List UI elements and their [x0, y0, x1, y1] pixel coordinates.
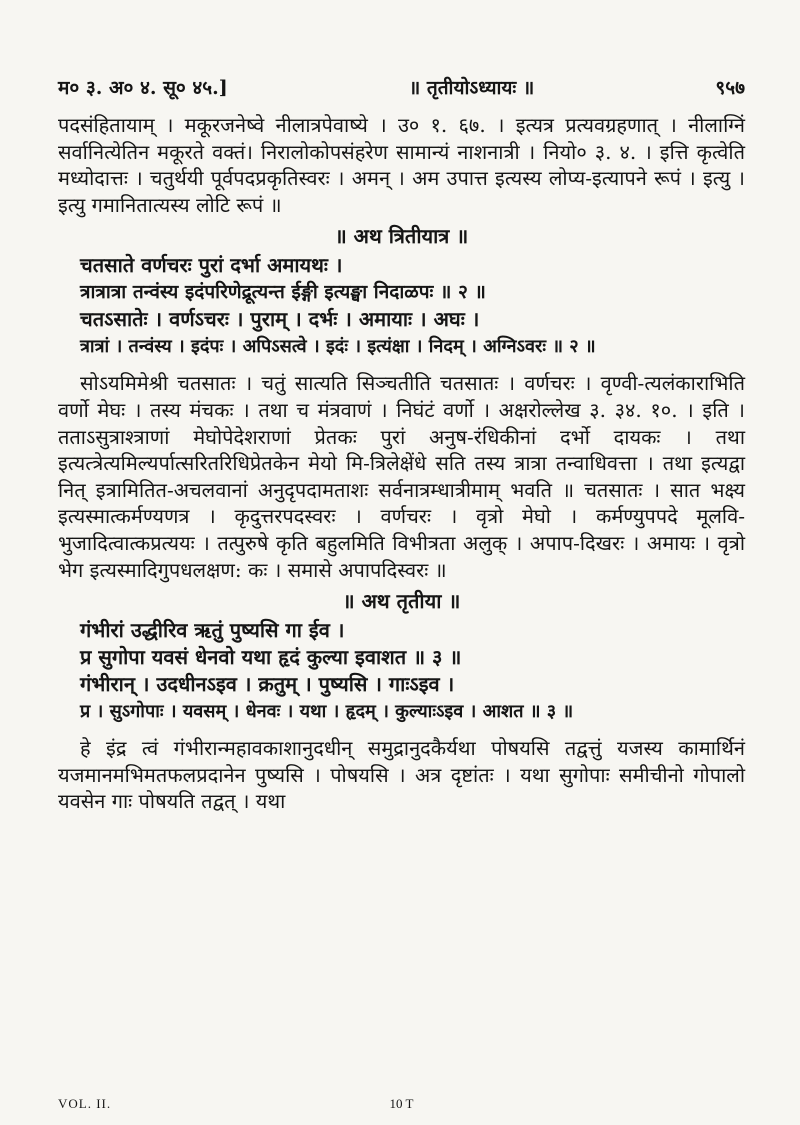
pada-line: प्र । सुऽगोपाः । यवसम् । धेनवः । यथा । हृदम् । कुल्याःऽइव । आशत ॥ ३ ॥	[80, 701, 574, 723]
verse-block-3	[58, 617, 745, 725]
pada-line: गंभीरान् । उदधीनऽइव । क्रतुम् । पुष्यसि । गाःऽइव ।	[80, 672, 455, 697]
signature-mark: 10 T	[389, 1096, 414, 1111]
header-reference: म० ३. अ० ४. सू० ४५.]	[58, 77, 228, 99]
verse-block-2	[58, 252, 745, 360]
pada-line: चतऽसातेः । वर्णऽचरः । पुराम् । दर्भः । अमायाः । अघः ।	[80, 307, 480, 332]
page-number: ९५७	[715, 77, 745, 99]
pada-line: त्रात्रां । तन्वंस्य । इदंपः । अपिऽसत्वे । इदंः । इत्यंक्षा । निदम् । अग्निऽवरः ॥ २ ॥	[80, 336, 596, 358]
spacer	[58, 725, 745, 735]
spacer	[58, 360, 745, 370]
verse-line: गंभीरां उद्धीरिव ऋतुं पुष्यसि गा ईव ।	[80, 618, 345, 643]
volume-label: VOL. II.	[58, 1096, 112, 1111]
verse-line: त्रात्रात्रा तन्वंस्य इदंपरिणेद्रूत्यन्त ईङ्गी इत्यङ्घा निदाळपः ॥ २ ॥	[80, 281, 486, 304]
section-heading-third: ॥ अथ तृतीया ॥	[342, 589, 461, 614]
verse-line: प्र सुगोपा यवसं धेनवो यथा हृदं कुल्या इवाशत ॥ ३ ॥	[80, 645, 462, 670]
running-header	[58, 74, 745, 100]
commentary-paragraph-1: पदसंहितायाम् । मकूरजनेष्वे नीलात्रपेवाष्ये । उ० १. ६७. । इत्यत्र प्रत्यवग्रहणात् । नीलाग्निं सर्वानित्येतिन मकूरते वक्तं। निरालोकोपसंहरेण सामान्यं नाशनात्री । नियो० ३. ४. । इत्ति कृत्वेति मध्योदात्तः । चतुर्थयी पूर्वपदप्रकृतिस्वरः । अमन् । अम उपात्त इत्यस्य लोप्य-इत्यापने रूपं । इत्यु । इत्यु गमानितात्यस्य लोटि रूपं ॥	[58, 113, 745, 217]
commentary-paragraph-2: सोऽयमिमेश्री चतसातः । चतुं सात्यति सिञ्चतीति चतसातः । वर्णचरः । वृण्वी-त्यलंकाराभिति वर्णो मेघः । तस्य मंचकः । तथा च मंत्रवाणं । निघंटं वर्णो । अक्षरोल्लेख ३. ३४. १०. । इति । तताऽसुत्राश्त्राणां मेघोपेदेशराणां प्रेतकः पुरां अनुष-रंधिकीनां दर्भो दायकः । तथा इत्यत्त्रेत्यमिल्यर्पात्सरितरिधिप्रेतकेन मेयो मि-त्रिलेक्षेंधे सति तस्य त्रात्रा तन्वाधिवत्ता । तथा इत्यद्वा नित् इत्रामितित-अचलवानां अनुदृपदामताशः सर्वनात्रम्धात्रीमाम् भवति ॥ चतसातः । सात भक्ष्य इत्यस्मात्कर्मण्यणत्र । कृदुत्तरपदस्वरः । वर्णचरः । वृत्रो मेघो । कर्मण्युपपदे मूलवि-भुजादित्वात्कप्रत्ययः । तत्पुरुषे कृति बहुलमिति विभीत्रता अलुक् । अपाप-दिखरः । अमायः । वृत्रो भेग इत्यस्मादिगुपधलक्षण: कः । समासे अपापदिस्वरः ॥	[58, 371, 745, 582]
verse-line: चतसाते वर्णचरः पुरां दर्भा अमायथः ।	[80, 253, 343, 278]
section-heading-second: ॥ अथ त्रितीयात्र ॥	[334, 224, 469, 249]
commentary-paragraph-3: हे इंद्र त्वं गंभीरान्महावकाशानुदधीन् समुद्रानुदकैर्यथा पोषयसि तद्वत्तुं यजस्य कामार्थिनं यजमानमभिमतफलप्रदानेन पुष्यसि । पोषयसि । अत्र दृष्टांतः । यथा सुगोपाः समीचीनो गोपालो यवसेन गाः पोषयति तद्वत् । यथा	[58, 736, 745, 814]
header-chapter-title: ॥ तृतीयोऽध्यायः ॥	[408, 77, 535, 99]
